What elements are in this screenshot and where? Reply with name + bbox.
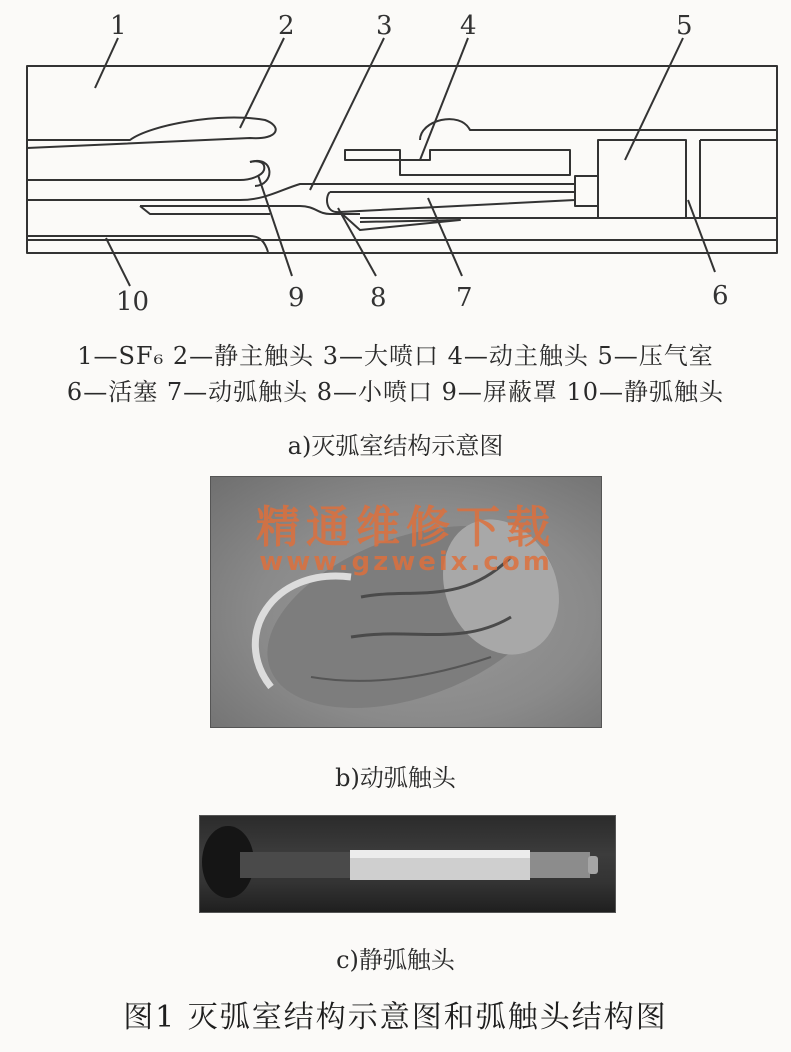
arc-chamber-diagram bbox=[0, 0, 791, 320]
caption-c: c)静弧触头 bbox=[336, 946, 455, 974]
label-7: 7 bbox=[456, 283, 473, 313]
label-3: 3 bbox=[376, 11, 393, 41]
label-9: 9 bbox=[288, 283, 305, 313]
moving-arc-contact-photo bbox=[210, 476, 602, 728]
legend-line-2: 6—活塞 7—动弧触头 8—小喷口 9—屏蔽罩 10—静弧触头 bbox=[66, 378, 725, 406]
watermark-url: www.gzweix.com bbox=[259, 547, 553, 577]
label-5: 5 bbox=[676, 11, 693, 41]
label-4: 4 bbox=[460, 11, 477, 41]
piston bbox=[575, 176, 598, 206]
static-arc-contact bbox=[27, 236, 268, 252]
caption-b: b)动弧触头 bbox=[335, 764, 456, 792]
moving-main-contact bbox=[420, 119, 777, 140]
label-10: 10 bbox=[116, 287, 150, 317]
label-2: 2 bbox=[278, 11, 295, 41]
shield bbox=[27, 161, 264, 180]
legend-line-1: 1—SF₆ 2—静主触头 3—大喷口 4—动主触头 5—压气室 bbox=[77, 342, 714, 370]
label-1: 1 bbox=[110, 11, 127, 41]
figure-title: 图1 灭弧室结构示意图和弧触头结构图 bbox=[123, 1000, 668, 1035]
static-arc-contact-photo bbox=[199, 815, 616, 913]
caption-a: a)灭弧室结构示意图 bbox=[287, 432, 504, 460]
watermark-text: 精通维修下载 bbox=[256, 502, 556, 553]
moving-arc-contact bbox=[327, 192, 575, 212]
pressure-chamber bbox=[598, 140, 686, 218]
label-6: 6 bbox=[712, 281, 729, 311]
static-main-contact bbox=[27, 118, 276, 148]
label-8: 8 bbox=[370, 283, 387, 313]
